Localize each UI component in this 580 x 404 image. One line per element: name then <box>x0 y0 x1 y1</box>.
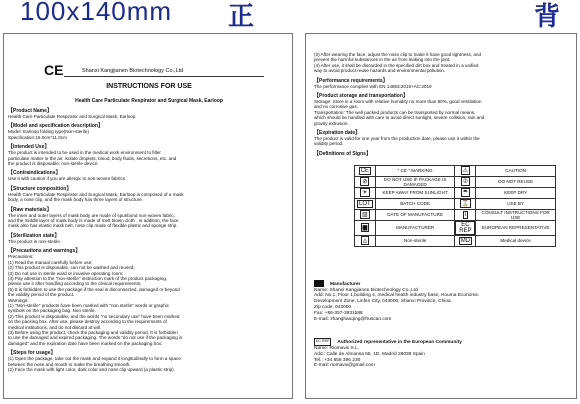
section-line: (1) "Non-sterile" products have been marked with "non sterile" words or graphic <box>8 302 169 308</box>
manufacturer-line: Development Zone, Linfen City, 043000, Shanxi Province, China <box>314 299 451 305</box>
section-title: 【Structure composition】 <box>8 185 72 192</box>
sign-glyph: i <box>464 211 467 218</box>
section-title: 【Steps for usage】 <box>8 350 56 357</box>
section-line: Health Care Particulate Respirator and Surgical Mask, Earloop is composed of a mask <box>8 191 184 197</box>
section-line: (2) This product is disposable, can not be washed and reused; <box>8 265 135 271</box>
front-panel <box>3 33 293 399</box>
section-line: The performance complies with EN 14683:2019+AC:2019 <box>314 83 432 89</box>
section-line: Warnings: <box>8 297 29 303</box>
signs-table <box>354 165 556 247</box>
section-line: the validity period of the product. <box>8 292 75 298</box>
sign-symbol-icon <box>455 187 476 198</box>
section-title: 【Raw materials】 <box>8 206 52 213</box>
section-line: Precautions: <box>8 254 34 260</box>
intro-line: (3) After wearing the face, adjust the nose clip to make it have good tightness, and <box>314 52 482 57</box>
sign-symbol-icon <box>455 209 476 220</box>
section-line: Model: Earloop folding type(Non-sterile) <box>8 129 89 135</box>
divider <box>64 76 264 77</box>
section-line: and the middle layer of mask body is made of melt blown cloth . In addition, the face <box>8 218 179 224</box>
sign-glyph: EC REP <box>455 221 475 235</box>
section-line: mask also has elastic mask belt, nose clip made of flexible plastic and sponge strip. <box>8 223 178 229</box>
ec-rep-icon: EC REP <box>314 338 331 346</box>
section-line: (1) Open the package, take out the mask and expand it longitudinally to form a space <box>8 356 181 362</box>
sign-glyph: MD <box>460 237 471 244</box>
intro-line: way to avoid product reuse hazards and environmental pollution. <box>314 68 446 74</box>
ec-rep-line: E-mail: riomavix@gmail.com <box>314 363 375 369</box>
section-line: damaged" and the expiration date have been marked on the packaging box. <box>8 340 163 346</box>
front-content <box>8 98 290 372</box>
sign-glyph: LOT <box>359 200 371 207</box>
sign-row <box>355 220 556 235</box>
sign-label: Medical device <box>476 235 556 246</box>
section-line: Storage: Store in a room with relative humidity no more than 80%, good ventilation <box>314 99 482 105</box>
back-label: 背 <box>534 1 562 31</box>
sign-symbol-icon <box>355 187 376 198</box>
intro-line: (4) After use, it shall be discarded in the specified dirt box and treated in a unified <box>314 62 479 68</box>
sign-row <box>355 176 556 187</box>
section-line: The product is non-sterile. <box>8 238 62 244</box>
intro-line: prevent the harmful substances in the air from leaking into the joint. <box>314 57 451 63</box>
section-line: (5) It is forbidden to use the package if the seal is disconnected, damaged or beyond <box>8 286 180 292</box>
sign-glyph: ◬ <box>362 238 368 245</box>
section-line: Use it with caution if you are allergic to non-woven fabrics. <box>8 176 127 182</box>
section-line: to use the damaged and expired packaging. The words "do not use if the packaging is <box>8 335 183 341</box>
front-label: 正 <box>228 1 256 31</box>
section-line: (3) Do not use in sterile ward or invasive operating room; <box>8 270 124 276</box>
sign-symbol-icon <box>455 235 476 246</box>
section-line: The product is intended to be used in the medical work environment to filter <box>8 150 161 156</box>
sign-row <box>355 198 556 209</box>
sign-label: Non-sterile <box>375 235 455 246</box>
manufacturer-line: Add: No.1, Floor 1,building 4, medical health industry base, Houma Economic <box>314 293 479 299</box>
ec-rep-heading: Authorized representative in the European Community <box>337 340 462 346</box>
section-line: The inner and outer layers of mask body are made of spunbond non-woven fabric, <box>8 212 176 218</box>
section-title: 【Model and specification description】 <box>8 123 104 130</box>
sign-label: BATCH CODE <box>375 198 455 209</box>
ec-rep-block <box>314 338 462 369</box>
product-title: Health Care Particulate Respirator and Surgical Mask, Earloop <box>75 98 223 104</box>
sign-glyph: ▥ <box>362 212 368 219</box>
manufacturer-line: E-mail: zhanghaoqing@fruscan.com <box>314 316 392 322</box>
section-line: (3) Before using the product, check the packaging and validity period. It is forbidden <box>8 329 178 335</box>
sign-glyph: CE <box>360 167 370 174</box>
section-line: The product is valid for one year from the production date, please use it within the <box>314 136 480 142</box>
ec-rep-line: Add.: Calle de Almansa 55, 1D, Madrid 28039 Spain <box>314 351 425 357</box>
section-line: body, a nose clip, and the mask body has three layers of structure. <box>8 197 143 203</box>
sign-label: DO NOT REUSE <box>476 176 556 187</box>
sign-symbol-icon <box>355 176 376 187</box>
sign-symbol-icon <box>455 165 476 176</box>
section-title: 【Performance requirements】 <box>314 77 388 84</box>
section-line: (4) Pay attention to the "non-sterile" instruction mark of the product packaging, <box>8 275 168 281</box>
section-title: 【Sterilization state】 <box>8 232 60 239</box>
ce-mark: CE <box>44 62 64 78</box>
sign-row <box>355 235 556 246</box>
manufacturer-line: Zip code: 043000 <box>314 304 352 310</box>
section-line: Health Care Particulate Respirator and Surgical Mask, Earloop <box>8 114 136 119</box>
section-line: (2) This product is disposable, and the words "no secondary use" have been marked <box>8 313 180 319</box>
section-line: particulate matter in the air, isolate droplets, blood, body fluids, secretions, etc. and <box>8 155 177 161</box>
sign-symbol-icon <box>455 176 476 187</box>
ec-rep-line: Tel.: +34 658 396 230 <box>314 357 361 363</box>
section-title: 【Product storage and transportation】 <box>314 93 408 100</box>
sign-label: DO NOT USE IF PACKAGE IS DAMAGED <box>375 176 455 187</box>
section-title: 【Precautions and warnings】 <box>8 248 81 255</box>
sign-glyph: ☀ <box>362 190 368 197</box>
sign-symbol-icon <box>355 198 376 209</box>
factory-icon <box>314 280 324 287</box>
section-line: which should be handled with care to avoid direct sunlight, severe collision, rain and <box>314 115 485 121</box>
section-line: (1) Read the manual carefully before use; <box>8 259 93 265</box>
manufacturer-line: Shanxi Kangjianen Biotechnology Co.,Ltd <box>82 68 184 74</box>
size-label: 100x140mm <box>20 0 173 26</box>
instructions-title: INSTRUCTIONS FOR USE <box>106 83 192 90</box>
back-content <box>314 52 572 247</box>
section-line: medical institutions, and do not discard at will. <box>8 324 102 330</box>
sign-label: EUROPEAN REPRESENTATIVE <box>476 220 556 235</box>
sign-symbol-icon <box>355 235 376 246</box>
sign-glyph: ⚠ <box>462 168 469 175</box>
sign-glyph: ▆ <box>362 225 368 232</box>
sign-symbol-icon <box>455 198 476 209</box>
sign-label: MANUFACTURER <box>375 220 455 235</box>
sign-label: " CE " MARKING <box>375 165 455 176</box>
manufacturer-line: Name: Shanxi Kangjianen Biotechnology Co.,Ltd <box>314 287 418 293</box>
sign-glyph: ② <box>462 179 469 186</box>
section-title: 【Contraindications】 <box>8 170 61 177</box>
section-title: 【Definitions of Signs】 <box>314 150 371 157</box>
back-panel <box>305 33 577 399</box>
section-line: validity period. <box>314 141 344 147</box>
sign-label: KEEP AWAY FROM SUNLIGHT <box>375 187 455 198</box>
ec-rep-line: Name: Riomavix S.L. <box>314 345 360 351</box>
sign-glyph: ☂ <box>462 190 469 197</box>
section-line: the product is disposable, non-sterile device. <box>8 161 99 167</box>
sign-symbol-icon <box>355 209 376 220</box>
sign-row <box>355 165 556 176</box>
manufacturer-heading: Manufacturer <box>330 281 361 287</box>
section-line: between the nose and mouth to make the breathing smooth. <box>8 361 131 367</box>
sign-label: USE BY <box>476 198 556 209</box>
sign-symbol-icon <box>455 220 476 235</box>
section-title: 【Intended Use】 <box>8 144 50 151</box>
sign-symbol-icon <box>355 165 376 176</box>
section-title: 【Expiration date】 <box>314 130 361 137</box>
sign-row <box>355 209 556 220</box>
section-title: 【Product Name】 <box>8 108 52 114</box>
section-line: Transportation: The well packed products can be transported by normal means, <box>314 109 476 115</box>
manufacturer-block <box>314 280 479 322</box>
section-line: please use it after handling according to the clinical requirements; <box>8 281 142 287</box>
section-line: Specification:16.0cm*11.0cm <box>8 134 67 140</box>
sign-glyph: ⌛ <box>461 201 470 208</box>
section-line: and no corrosive gas. <box>314 104 358 110</box>
sign-label: CAUTION <box>476 165 556 176</box>
section-line: on the packing box. After use, please destroy according to the requirements of <box>8 319 167 325</box>
section-line: gravity extrusion. <box>314 120 349 126</box>
sign-label: KEEP DRY <box>476 187 556 198</box>
sign-row <box>355 187 556 198</box>
sign-label: DATE OF MANUFACTURE <box>375 209 455 220</box>
sign-label: CONSULT INSTRUCTIONS FOR USE <box>476 209 556 220</box>
sign-symbol-icon <box>355 220 376 235</box>
section-line: (2) Face the mask with light color, dark color and nose clip upward (a plastic strip). <box>8 367 175 372</box>
sign-glyph: ⊘ <box>362 179 368 186</box>
manufacturer-line: Fax: +86-357-3931588 <box>314 310 363 316</box>
section-line: symbols on the packaging bag. Non sterile. <box>8 308 96 314</box>
